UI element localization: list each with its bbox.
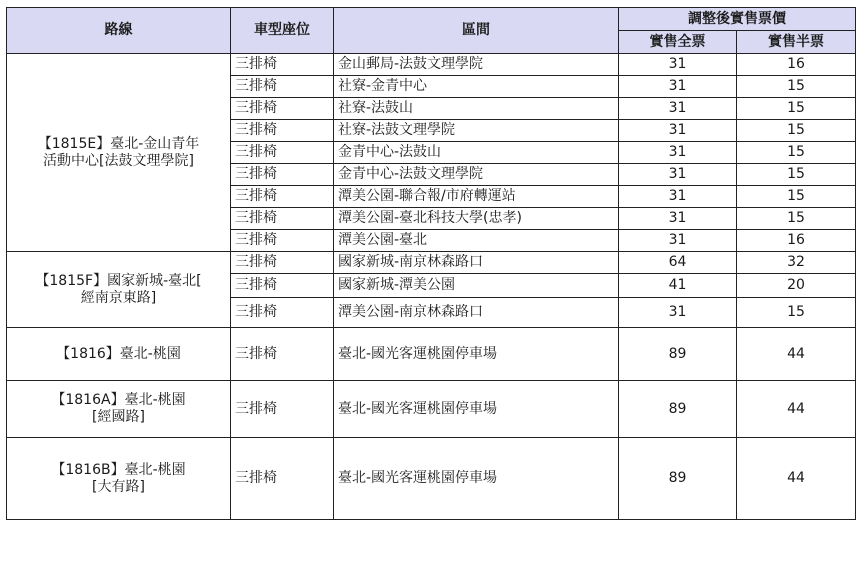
full-fare-cell: 31 <box>619 298 737 328</box>
route-name-line: [經國路] <box>92 409 145 425</box>
full-fare-cell: 41 <box>619 274 737 298</box>
full-fare-cell: 31 <box>619 120 737 142</box>
full-fare-cell: 64 <box>619 252 737 274</box>
half-fare-cell: 20 <box>737 274 856 298</box>
section-cell: 國家新城-潭美公園 <box>334 274 619 298</box>
table-body <box>7 54 856 520</box>
route-cell <box>7 54 231 252</box>
header-half-fare: 實售半票 <box>737 31 856 54</box>
seat-cell: 三排椅 <box>231 164 334 186</box>
half-fare-cell: 15 <box>737 208 856 230</box>
full-fare-cell: 89 <box>619 328 737 381</box>
section-cell: 潭美公園-臺北科技大學(忠孝) <box>334 208 619 230</box>
seat-cell: 三排椅 <box>231 186 334 208</box>
section-cell: 金山郵局-法鼓文理學院 <box>334 54 619 76</box>
section-cell: 潭美公園-南京林森路口 <box>334 298 619 328</box>
full-fare-cell: 31 <box>619 98 737 120</box>
section-cell: 國家新城-南京林森路口 <box>334 252 619 274</box>
section-cell: 潭美公園-聯合報/市府轉運站 <box>334 186 619 208</box>
full-fare-cell: 31 <box>619 230 737 252</box>
route-name-line: [大有路] <box>92 478 145 495</box>
route-name-line: 【1816B】臺北-桃園 <box>51 461 186 478</box>
half-fare-cell: 32 <box>737 252 856 274</box>
section-cell: 潭美公園-臺北 <box>334 230 619 252</box>
half-fare-cell: 15 <box>737 186 856 208</box>
section-cell: 金青中心-法鼓文理學院 <box>334 164 619 186</box>
table-row <box>7 328 856 381</box>
full-fare-cell: 31 <box>619 208 737 230</box>
route-name-line: 【1815F】國家新城-臺北[ <box>35 272 202 289</box>
seat-cell: 三排椅 <box>231 76 334 98</box>
seat-cell: 三排椅 <box>231 54 334 76</box>
seat-cell: 三排椅 <box>231 120 334 142</box>
seat-cell: 三排椅 <box>231 208 334 230</box>
route-cell <box>7 438 231 520</box>
table-row <box>7 381 856 438</box>
seat-cell: 三排椅 <box>231 381 334 438</box>
full-fare-cell: 89 <box>619 438 737 520</box>
half-fare-cell: 15 <box>737 76 856 98</box>
header-row-1 <box>7 8 856 31</box>
half-fare-cell: 44 <box>737 438 856 520</box>
full-fare-cell: 89 <box>619 381 737 438</box>
section-cell: 社寮-法鼓山 <box>334 98 619 120</box>
half-fare-cell: 16 <box>737 230 856 252</box>
fare-table <box>6 7 856 520</box>
route-cell <box>7 381 231 438</box>
seat-cell: 三排椅 <box>231 274 334 298</box>
half-fare-cell: 16 <box>737 54 856 76</box>
route-cell <box>7 252 231 328</box>
route-name-line: 【1816】臺北-桃園 <box>56 345 181 362</box>
section-cell: 臺北-國光客運桃園停車場 <box>334 381 619 438</box>
seat-cell: 三排椅 <box>231 142 334 164</box>
half-fare-cell: 15 <box>737 164 856 186</box>
header-route: 路線 <box>7 8 231 54</box>
route-cell <box>7 328 231 381</box>
seat-cell: 三排椅 <box>231 252 334 274</box>
full-fare-cell: 31 <box>619 142 737 164</box>
route-name-line: 經南京東路] <box>80 289 157 306</box>
header-seat: 車型座位 <box>231 8 334 54</box>
route-name-line: 活動中心[法鼓文理學院] <box>43 152 194 169</box>
seat-cell: 三排椅 <box>231 328 334 381</box>
seat-cell: 三排椅 <box>231 230 334 252</box>
section-cell: 臺北-國光客運桃園停車場 <box>334 328 619 381</box>
route-name-line: 【1815E】臺北-金山青年 <box>37 135 200 152</box>
header-fare-group: 調整後實售票價 <box>619 8 856 31</box>
table-header <box>7 8 856 54</box>
half-fare-cell: 15 <box>737 298 856 328</box>
seat-cell: 三排椅 <box>231 438 334 520</box>
section-cell: 社寮-金青中心 <box>334 76 619 98</box>
header-section: 區間 <box>334 8 619 54</box>
table-row <box>7 438 856 520</box>
half-fare-cell: 44 <box>737 381 856 438</box>
section-cell: 臺北-國光客運桃園停車場 <box>334 438 619 520</box>
full-fare-cell: 31 <box>619 164 737 186</box>
header-full-fare: 實售全票 <box>619 31 737 54</box>
full-fare-cell: 31 <box>619 54 737 76</box>
seat-cell: 三排椅 <box>231 298 334 328</box>
section-cell: 社寮-法鼓文理學院 <box>334 120 619 142</box>
half-fare-cell: 15 <box>737 142 856 164</box>
full-fare-cell: 31 <box>619 186 737 208</box>
section-cell: 金青中心-法鼓山 <box>334 142 619 164</box>
half-fare-cell: 15 <box>737 98 856 120</box>
table-row <box>7 54 856 76</box>
half-fare-cell: 15 <box>737 120 856 142</box>
fare-table-container <box>6 7 856 520</box>
full-fare-cell: 31 <box>619 76 737 98</box>
table-row <box>7 252 856 274</box>
route-name-line: 【1816A】臺北-桃園 <box>51 392 186 409</box>
seat-cell: 三排椅 <box>231 98 334 120</box>
half-fare-cell: 44 <box>737 328 856 381</box>
